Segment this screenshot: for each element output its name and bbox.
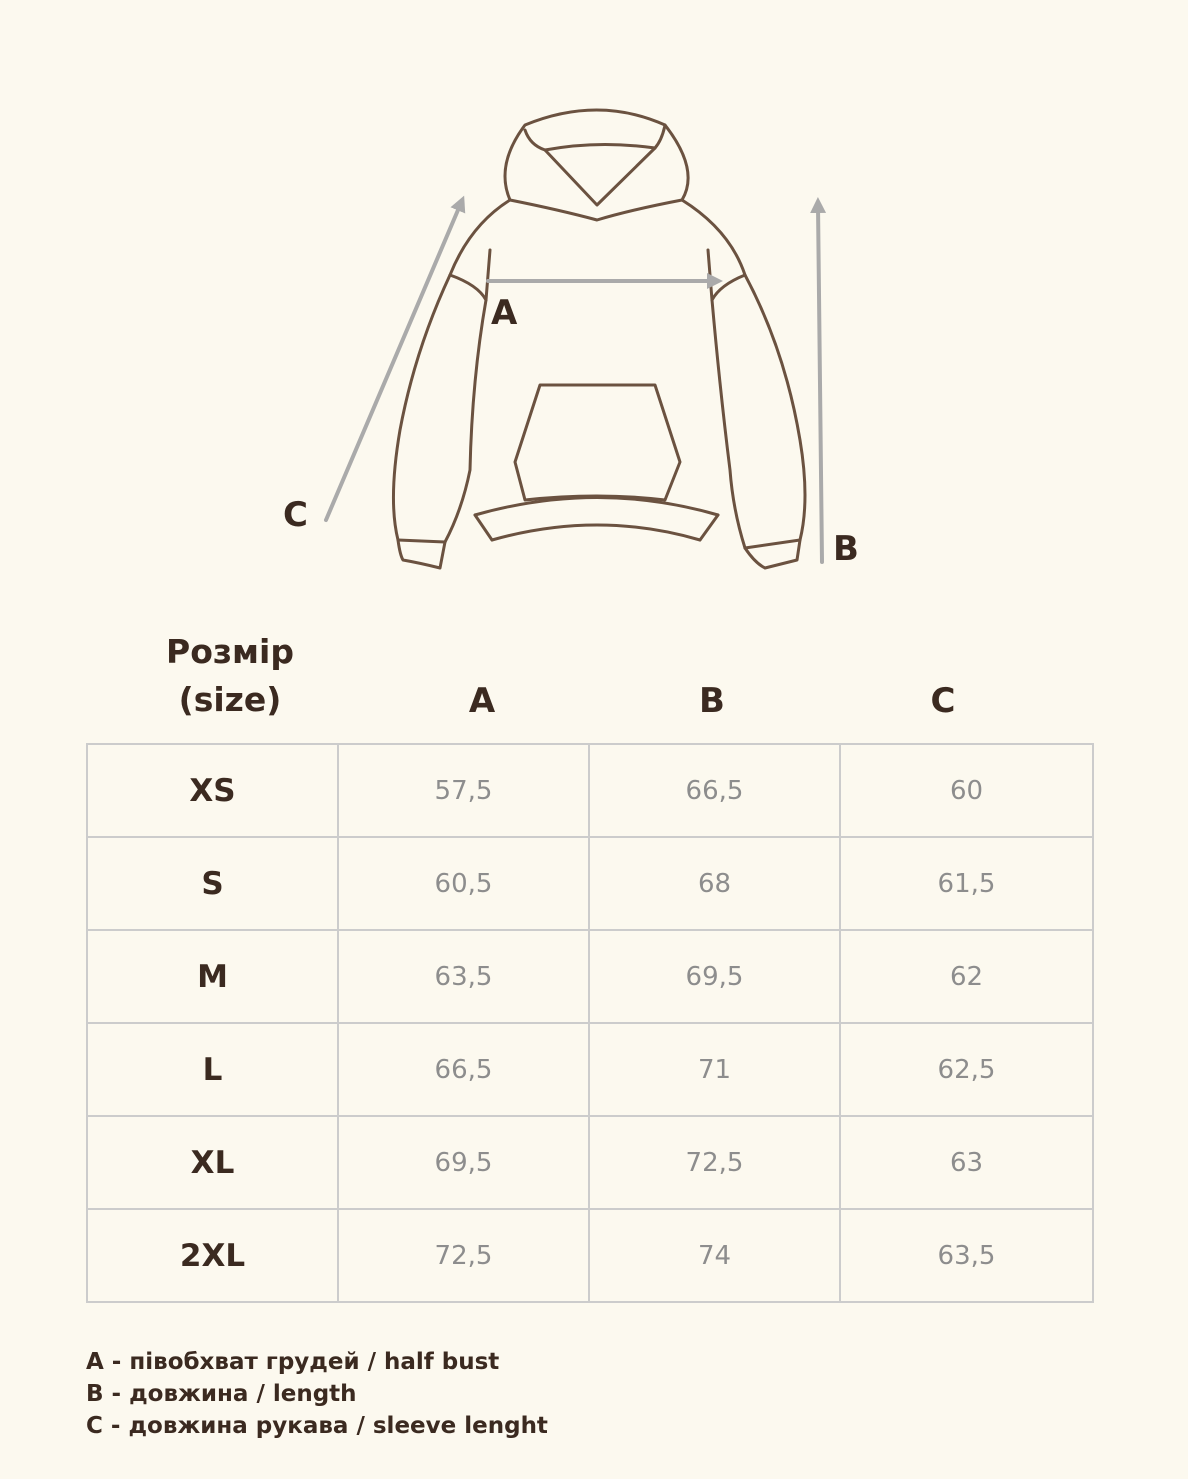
- diagram-label-b: B: [833, 529, 859, 569]
- table-row: [87, 837, 1093, 930]
- value-b: 74: [589, 1209, 840, 1302]
- value-c: 63,5: [840, 1209, 1093, 1302]
- value-c: 60: [840, 744, 1093, 837]
- value-b: 66,5: [589, 744, 840, 837]
- table-row: [87, 1209, 1093, 1302]
- size-label: XL: [87, 1116, 338, 1209]
- value-b: 68: [589, 837, 840, 930]
- legend-item-b: B - довжина / length: [86, 1381, 357, 1407]
- size-label: XS: [87, 744, 338, 837]
- value-b: 72,5: [589, 1116, 840, 1209]
- diagram-label-c: C: [283, 495, 308, 535]
- value-a: 57,5: [338, 744, 589, 837]
- measurement-arrows: [326, 203, 822, 562]
- size-header-line1: Розмір: [166, 632, 294, 671]
- column-header-c: C: [930, 681, 956, 721]
- value-c: 61,5: [840, 837, 1093, 930]
- diagram-label-a: A: [491, 293, 518, 333]
- value-a: 72,5: [338, 1209, 589, 1302]
- arrow-b: [818, 205, 822, 562]
- value-a: 60,5: [338, 837, 589, 930]
- size-label: L: [87, 1023, 338, 1116]
- hoodie-outline: [393, 110, 805, 568]
- size-header-line2: (size): [178, 680, 282, 719]
- size-label: 2XL: [87, 1209, 338, 1302]
- value-a: 63,5: [338, 930, 589, 1023]
- size-column-header: [150, 628, 310, 724]
- table-row: [87, 1116, 1093, 1209]
- value-a: 69,5: [338, 1116, 589, 1209]
- column-header-a: A: [468, 681, 496, 721]
- column-header-b: B: [699, 681, 725, 721]
- legend-item-c: C - довжина рукава / sleeve lenght: [86, 1413, 548, 1439]
- hoodie-measurement-diagram: [0, 0, 1188, 600]
- value-c: 62,5: [840, 1023, 1093, 1116]
- size-label: S: [87, 837, 338, 930]
- value-b: 69,5: [589, 930, 840, 1023]
- value-a: 66,5: [338, 1023, 589, 1116]
- table-row: [87, 1023, 1093, 1116]
- table-row: [87, 930, 1093, 1023]
- value-c: 62: [840, 930, 1093, 1023]
- size-table: [86, 743, 1094, 1303]
- size-label: M: [87, 930, 338, 1023]
- legend-item-a: A - півобхват грудей / half bust: [86, 1349, 500, 1375]
- table-row: [87, 744, 1093, 837]
- value-c: 63: [840, 1116, 1093, 1209]
- value-b: 71: [589, 1023, 840, 1116]
- legend: [86, 1346, 548, 1442]
